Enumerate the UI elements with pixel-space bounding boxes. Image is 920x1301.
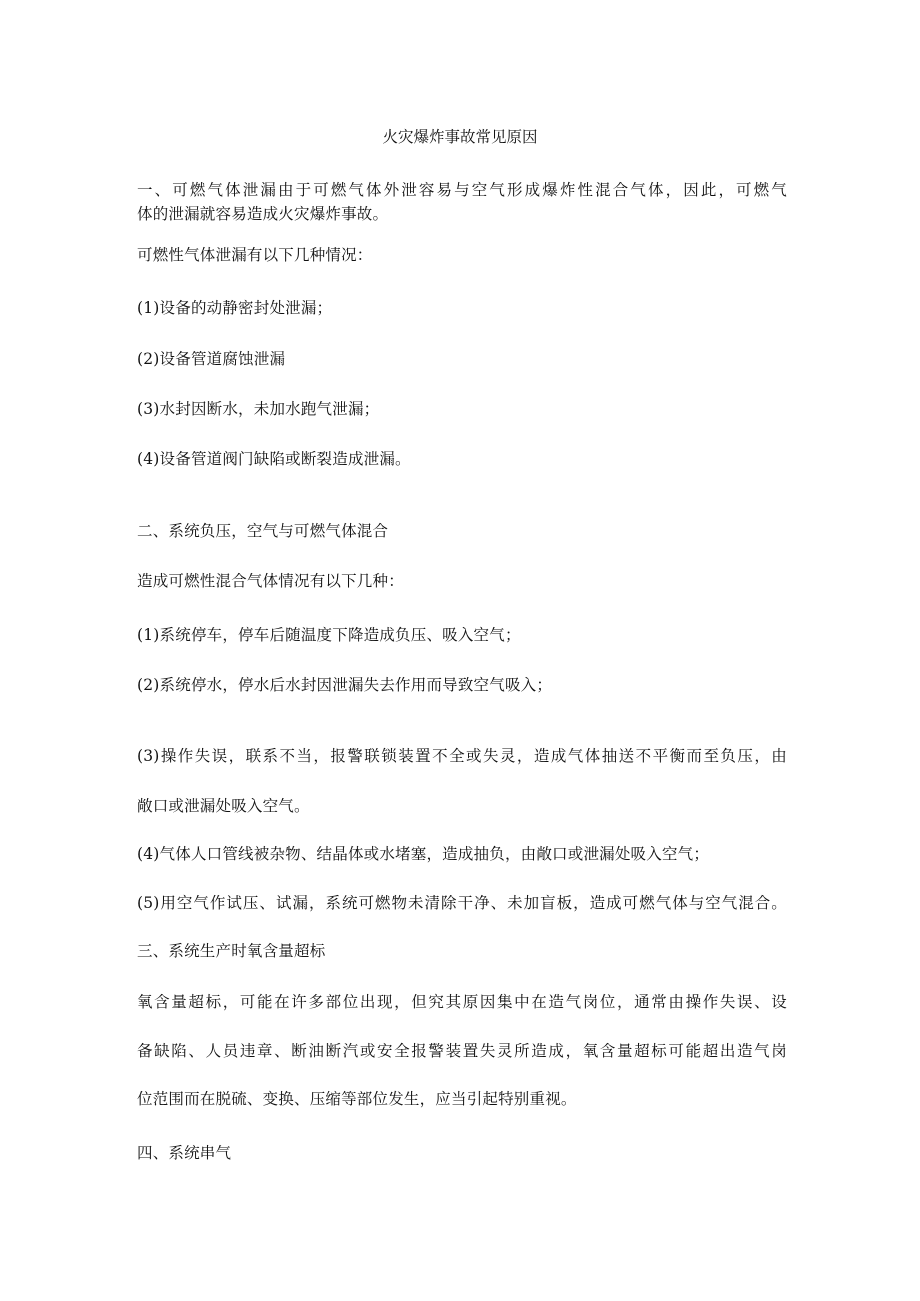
section2-item-4: (4)气体人口管线被杂物、结晶体或水堵塞，造成抽负，由敞口或泄漏处吸入空气； <box>137 845 710 863</box>
section1-heading-line1: 一、可燃气体泄漏由于可燃气体外泄容易与空气形成爆炸性混合气体，因此，可燃气 <box>137 181 787 199</box>
section3-body-line3: 位范围而在脱硫、变换、压缩等部位发生，应当引起特别重视。 <box>137 1090 577 1108</box>
section1-item-3: (3)水封因断水，未加水跑气泄漏； <box>137 400 380 418</box>
section2-item-3-line1: (3)操作失误，联系不当，报警联锁装置不全或失灵，造成气体抽送不平衡而至负压，由 <box>137 747 787 765</box>
section3-heading: 三、系统生产时氧含量超标 <box>137 942 326 960</box>
section2-item-2: (2)系统停水，停水后水封因泄漏失去作用而导致空气吸入； <box>137 676 553 694</box>
section1-intro: 可燃性气体泄漏有以下几种情况： <box>137 246 373 264</box>
section2-item-3-line2: 敞口或泄漏处吸入空气。 <box>137 797 310 815</box>
section1-item-2: (2)设备管道腐蚀泄漏 <box>137 350 286 368</box>
section2-item-5: (5)用空气作试压、试漏，系统可燃物未清除干净、未加盲板，造成可燃气体与空气混合。 <box>137 894 787 912</box>
section2-heading: 二、系统负压，空气与可燃气体混合 <box>137 522 389 540</box>
section4-heading: 四、系统串气 <box>137 1144 232 1162</box>
section3-body-line1: 氧含量超标，可能在许多部位出现，但究其原因集中在造气岗位，通常由操作失误、设 <box>137 993 787 1011</box>
document-title: 火灾爆炸事故常见原因 <box>382 128 538 146</box>
section1-heading-line2: 体的泄漏就容易造成火灾爆炸事故。 <box>137 205 389 223</box>
section3-body-line2: 备缺陷、人员违章、断油断汽或安全报警装置失灵所造成，氧含量超标可能超出造气岗 <box>137 1042 787 1060</box>
section2-item-1: (1)系统停车，停车后随温度下降造成负压、吸入空气； <box>137 626 521 644</box>
section1-item-4: (4)设备管道阀门缺陷或断裂造成泄漏。 <box>137 450 411 468</box>
section2-intro: 造成可燃性混合气体情况有以下几种： <box>137 572 404 590</box>
section1-item-1: (1)设备的动静密封处泄漏； <box>137 299 333 317</box>
